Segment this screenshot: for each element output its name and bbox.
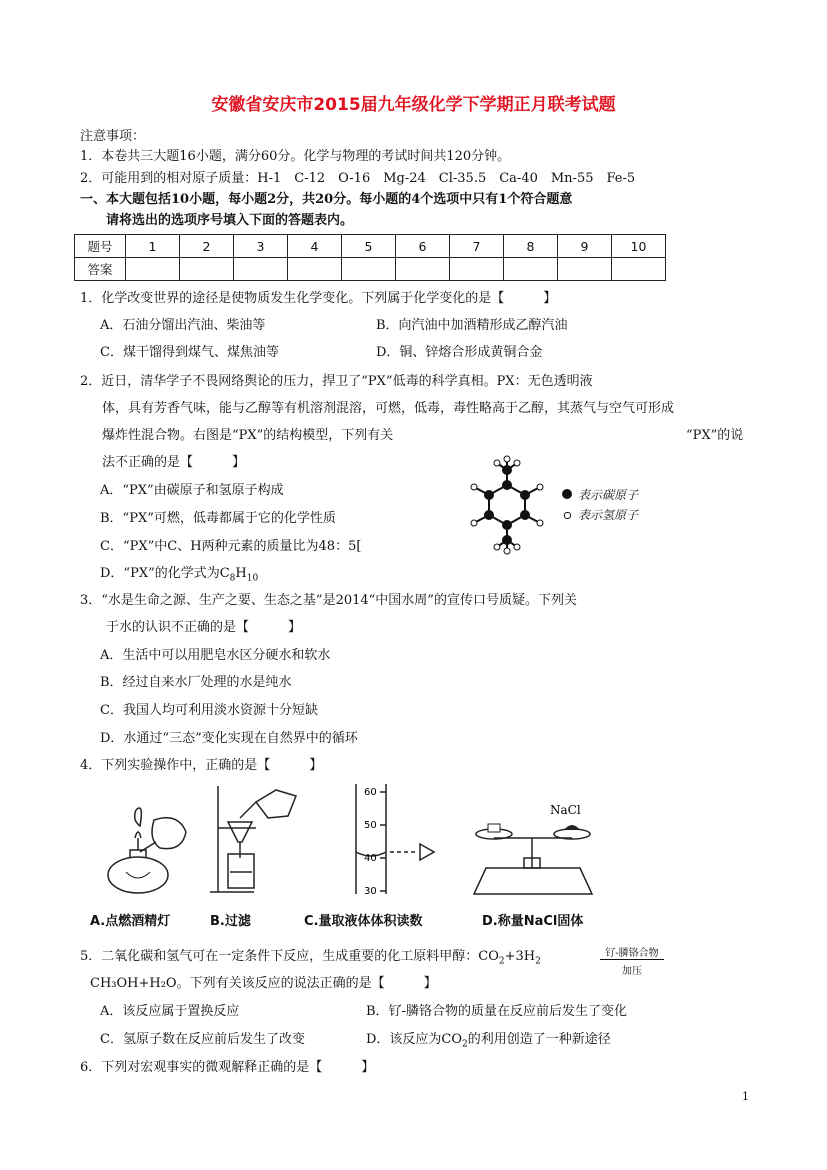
question-number-cell: 6 [396,235,450,258]
answer-cell[interactable] [396,258,450,281]
hydrogen-legend-icon [564,512,571,519]
question-2-option-d [100,565,258,588]
question-number-cell: 5 [342,235,396,258]
section-1-instruction-2: 请将选出的选项序号填入下面的答题表内。 [106,213,354,228]
notes-heading: 注意事项： [80,129,146,144]
question-number-cell: 7 [450,235,504,258]
answer-cell[interactable] [342,258,396,281]
answer-cell[interactable] [558,258,612,281]
question-5-option-c: C．氢原子数在反应前后发生了改变 [100,1032,305,1047]
cylinder-tick-label: 30 [364,886,377,897]
question-2-line-4: 法不正确的是【 】 [102,455,246,470]
question-2-option-a: A．“PX”由碳原子和氢原子构成 [100,483,284,498]
answer-table [74,234,666,281]
cylinder-tick-label: 40 [364,853,377,864]
subscript: 8 [229,573,236,584]
subscript: 2 [535,956,541,967]
alcohol-lamp-illustration [100,790,200,900]
notes-line-2: 2．可能用到的相对原子质量：H-1 C-12 O-16 Mg-24 Cl-35.5 Ca-40 Mn-55 Fe-5 [80,171,636,186]
question-5-line-1 [80,948,541,971]
text-run: +3H [504,949,536,964]
answer-cell[interactable] [234,258,288,281]
answer-cell[interactable] [288,258,342,281]
question-3-option-c: C．我国人均可利用淡水资源十分短缺 [100,703,318,718]
question-number-cell: 9 [558,235,612,258]
question-1-option-c: C．煤干馏得到煤气、煤焦油等 [100,345,279,360]
question-number-cell: 1 [126,235,180,258]
answer-cell[interactable] [504,258,558,281]
formula-part: H [235,566,247,581]
reaction-condition-bottom: 加压 [622,966,642,977]
question-1-option-d: D．铜、锌熔合形成黄铜合金 [376,345,543,360]
answer-cell[interactable] [126,258,180,281]
px-molecule-model [462,455,562,555]
question-2-option-c: C．“PX”中C、H两种元素的质量比为48：5[ [100,539,362,554]
page-title: 安徽省安庆市2015届九年级化学下学期正月联考试题 [211,95,616,115]
notes-line-1: 1．本卷共三大题16小题，满分60分。化学与物理的考试时间共120分钟。 [80,149,511,164]
caption-d: D.称量NaCl固体 [482,914,584,929]
measuring-cylinder-illustration [350,782,450,900]
filtration-illustration [198,782,308,900]
caption-b: B.过滤 [210,914,251,929]
text-run: 5．二氧化碳和氢气可在一定条件下反应，生成重要的化工原料甲醇：CO [80,949,499,964]
text-run: D．该反应为CO [366,1032,463,1047]
question-1-option-b: B．向汽油中加酒精形成乙醇汽油 [376,318,568,333]
answer-cell[interactable] [612,258,666,281]
answer-row-header: 答案 [75,258,126,281]
question-5-option-d [366,1031,611,1054]
nacl-label: NaCl [550,803,581,817]
caption-c: C.量取液体体积读数 [304,914,423,929]
question-3-option-b: B．经过自来水厂处理的水是纯水 [100,675,292,690]
question-4-stem: 4．下列实验操作中，正确的是【 】 [80,758,323,773]
question-2-line-2: 体，具有芳香气味，能与乙醇等有机溶剂混溶，可燃，低毒，毒性略高于乙醇，其蒸气与空气可形成 [102,401,675,416]
question-number-cell: 10 [612,235,666,258]
question-3-option-d: D．水通过“三态”变化实现在自然界中的循环 [100,731,358,746]
section-1-instruction: 一、本大题包括10小题，每小题2分，共20分。每小题的4个选项中只有1个符合题意 [80,192,573,207]
question-2-line-3a: 爆炸性混合物。右图是“PX”的结构模型，下列有关 [102,428,394,443]
question-2-option-b: B．“PX”可燃，低毒都属于它的化学性质 [100,511,336,526]
question-3-option-a: A．生活中可以用肥皂水区分硬水和软水 [100,648,331,663]
question-number-cell: 8 [504,235,558,258]
subscript: 2 [462,1039,468,1050]
answer-cell[interactable] [180,258,234,281]
question-3-line-1: 3．“水是生命之源、生产之要、生态之基”是2014“中国水周”的宣传口号质疑。下列关 [80,593,577,608]
answer-cell[interactable] [450,258,504,281]
question-6-stem: 6．下列对宏观事实的微观解释正确的是【 】 [80,1060,375,1075]
balance-illustration [468,802,598,900]
question-1-stem: 1．化学改变世界的途径是使物质发生化学变化。下列属于化学变化的是【 】 [80,291,557,306]
carbon-legend-icon [562,489,572,499]
reaction-arrow [600,959,664,960]
reaction-condition-top: 钌-膦铬合物 [605,948,659,959]
question-5-option-b: B．钌-膦铬合物的质量在反应前后发生了变化 [366,1004,627,1019]
caption-a: A.点燃酒精灯 [90,914,171,929]
cylinder-tick-label: 60 [364,787,377,798]
question-3-line-2: 于水的认识不正确的是【 】 [106,620,302,635]
question-number-cell: 4 [288,235,342,258]
answer-table-number-row [75,235,666,258]
question-number-cell: 3 [234,235,288,258]
answer-table-header: 题号 [75,235,126,258]
cylinder-tick-label: 50 [364,820,377,831]
question-5-line-2: CH₃OH+H₂O。下列有关该反应的说法正确的是【 】 [90,976,437,991]
answer-table-answer-row [75,258,666,281]
question-1-option-a: A．石油分馏出汽油、柴油等 [100,318,266,333]
subscript: 2 [498,956,505,967]
question-2-line-3b: “PX”的说 [686,428,744,443]
legend-carbon: 表示碳原子 [578,488,639,502]
question-number-cell: 2 [180,235,234,258]
text-run: 的利用创造了一种新途径 [467,1032,611,1047]
question-5-option-a: A．该反应属于置换反应 [100,1004,240,1019]
page-number: 1 [742,1090,749,1103]
subscript: 10 [246,573,259,584]
legend-hydrogen: 表示氢原子 [578,508,639,522]
question-2-line-1: 2．近日，清华学子不畏网络舆论的压力，捍卫了“PX”低毒的科学真相。PX：无色透明液 [80,374,593,389]
formula-part: D．“PX”的化学式为C [100,566,230,581]
